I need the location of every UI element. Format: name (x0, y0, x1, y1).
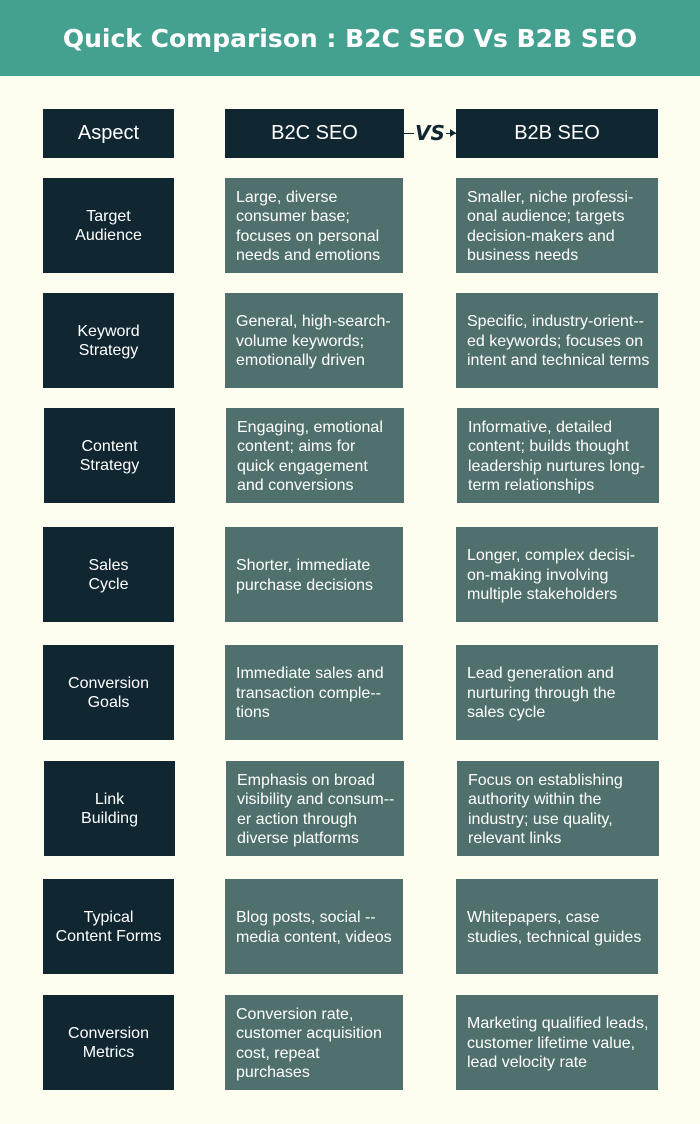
b2c-cell (226, 408, 404, 503)
b2b-text: Whitepapers, case studies, technical guides (467, 909, 642, 946)
aspect-sales-cycle: Sales Cycle (43, 527, 174, 622)
b2b-cell (457, 761, 659, 856)
b2c-cell (225, 879, 403, 974)
b2b-cell (456, 527, 658, 622)
aspect-content-strategy: Content Strategy (44, 408, 175, 503)
b2b-cell (456, 178, 658, 273)
b2b-text: Lead generation and nurturing through the sales cycle (467, 665, 616, 722)
aspect-conversion-metrics: Conversion Metrics (43, 995, 174, 1090)
b2c-cell (226, 761, 404, 856)
aspect-target-audience: Target Audience (43, 178, 174, 273)
title-banner (0, 0, 700, 76)
b2c-cell (225, 645, 403, 740)
b2c-text: General, high-search-volume keywords; emotionally driven (236, 313, 391, 370)
b2c-cell (225, 293, 403, 388)
b2c-text: Emphasis on broad visibility and consum--er action through diverse platforms (237, 771, 395, 847)
b2b-cell (456, 879, 658, 974)
b2b-text: Informative, detailed content; builds thought leadership nurtures long-term relationships (468, 418, 645, 494)
b2c-text: Large, diverse consumer base; focuses on personal needs and emotions (236, 188, 381, 264)
b2c-text: Shorter, immediate purchase decisions (236, 557, 373, 594)
b2b-text: Marketing qualified leads, customer lifetime value, lead velocity rate (467, 1015, 649, 1072)
aspect-typical-content-forms: Typical Content Forms (43, 879, 174, 974)
b2b-text: Specific, industry-orient--ed keywords; focuses on intent and technical terms (467, 313, 650, 370)
b2b-cell (456, 293, 658, 388)
b2c-text: Conversion rate, customer acquisition cost, repeat purchases (236, 1005, 382, 1081)
aspect-link-building: Link Building (44, 761, 175, 856)
header-aspect: Aspect (43, 109, 174, 158)
b2c-text: Immediate sales and transaction comple--tions (236, 665, 384, 722)
b2b-cell (456, 645, 658, 740)
b2c-cell (225, 995, 403, 1090)
vs-label: VS (415, 121, 445, 145)
b2c-cell (225, 527, 403, 622)
b2b-cell (457, 408, 659, 503)
header-b2c: B2C SEO (225, 109, 404, 158)
vs-connector (404, 118, 456, 148)
b2b-text: Smaller, niche professi-onal audience; targets decision-makers and business needs (467, 188, 634, 264)
b2c-text: Engaging, emotional content; aims for quick engagement and conversions (237, 418, 383, 494)
header-b2b: B2B SEO (456, 109, 658, 158)
b2b-text: Focus on establishing authority within the industry; use quality, relevant links (468, 771, 623, 847)
aspect-conversion-goals: Conversion Goals (43, 645, 174, 740)
b2b-cell (456, 995, 658, 1090)
b2b-text: Longer, complex decisi-on-making involving multiple stakeholders (467, 547, 636, 604)
b2c-cell (225, 178, 403, 273)
aspect-keyword-strategy: Keyword Strategy (43, 293, 174, 388)
page-title: Quick Comparison : B2C SEO Vs B2B SEO (62, 23, 638, 53)
b2c-text: Blog posts, social --media content, videos (236, 909, 392, 946)
